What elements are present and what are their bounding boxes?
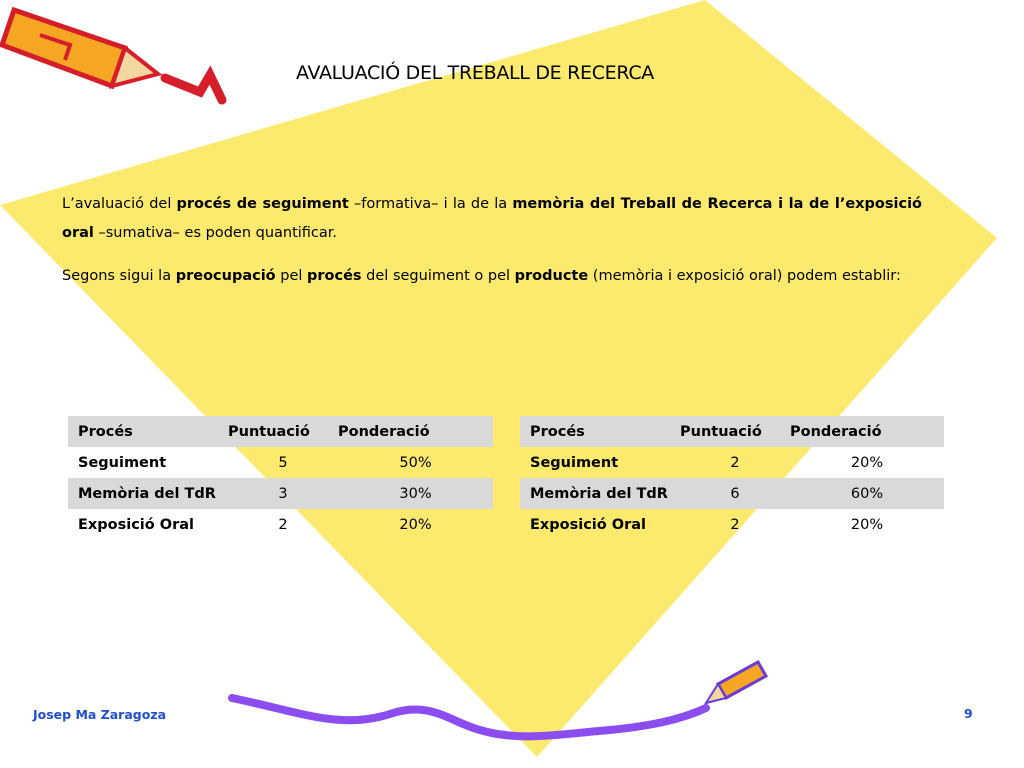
process-weighting-table <box>68 416 493 540</box>
cell-ponderacio: 60% <box>850 485 884 502</box>
text-segment: L’avaluació del <box>62 196 177 212</box>
text-segment: –sumativa– es poden quantificar. <box>93 225 338 241</box>
bold-text-segment: preocupació <box>175 268 276 284</box>
cell-puntuacio: 5 <box>278 454 288 471</box>
pencil-icon <box>2 10 222 100</box>
page-number: 9 <box>964 706 973 721</box>
cell-puntuacio: 6 <box>730 485 740 502</box>
table-row <box>68 509 493 540</box>
small-pencil-icon <box>706 662 766 703</box>
cell-ponderacio: 30% <box>399 485 432 502</box>
cell-ponderacio: 20% <box>399 516 432 533</box>
header-proces: Procés <box>78 423 133 440</box>
cell-puntuacio: 3 <box>278 485 288 502</box>
cell-proces: Memòria del TdR <box>78 485 216 502</box>
cell-proces: Seguiment <box>530 454 619 471</box>
table-header-row <box>68 416 493 447</box>
cell-ponderacio: 50% <box>399 454 432 471</box>
purple-squiggle <box>232 698 706 736</box>
cell-puntuacio: 2 <box>278 516 288 533</box>
table-header-row <box>520 416 944 447</box>
bold-text-segment: memòria del Treball de Recerca i la de l’exposició oral <box>62 196 922 241</box>
cell-proces: Memòria del TdR <box>530 485 668 502</box>
table-row <box>520 478 944 509</box>
header-puntuacio: Puntuació <box>680 423 762 440</box>
bold-text-segment: procés de seguiment <box>176 196 349 212</box>
slide-title: AVALUACIÓ DEL TREBALL DE RECERCA <box>295 62 655 84</box>
table-row <box>520 447 944 478</box>
header-ponderacio: Ponderació <box>790 423 882 440</box>
bold-text-segment: producte <box>514 268 589 284</box>
paragraph-evaluation-intro <box>62 190 922 248</box>
footer-author: Josep Ma Zaragoza <box>33 707 167 722</box>
table-row <box>68 447 493 478</box>
cell-puntuacio: 2 <box>730 454 740 471</box>
cell-proces: Exposició Oral <box>530 516 647 533</box>
header-proces: Procés <box>530 423 585 440</box>
cell-ponderacio: 20% <box>850 454 884 471</box>
cell-puntuacio: 2 <box>730 516 740 533</box>
text-segment: (memòria i exposició oral) podem establir: <box>588 268 901 284</box>
text-segment: –formativa– i la de la <box>348 196 513 212</box>
paragraph-evaluation-options <box>62 262 922 291</box>
text-segment: Segons sigui la <box>62 268 176 284</box>
cell-proces: Seguiment <box>78 454 167 471</box>
product-weighting-table <box>520 416 944 540</box>
cell-ponderacio: 20% <box>850 516 884 533</box>
header-puntuacio: Puntuació <box>228 423 310 440</box>
text-segment: pel <box>275 268 308 284</box>
header-ponderacio: Ponderació <box>338 423 430 440</box>
text-segment: del seguiment o pel <box>361 268 515 284</box>
cell-proces: Exposició Oral <box>78 516 195 533</box>
table-row <box>68 478 493 509</box>
table-row <box>520 509 944 540</box>
bold-text-segment: procés <box>307 268 362 284</box>
